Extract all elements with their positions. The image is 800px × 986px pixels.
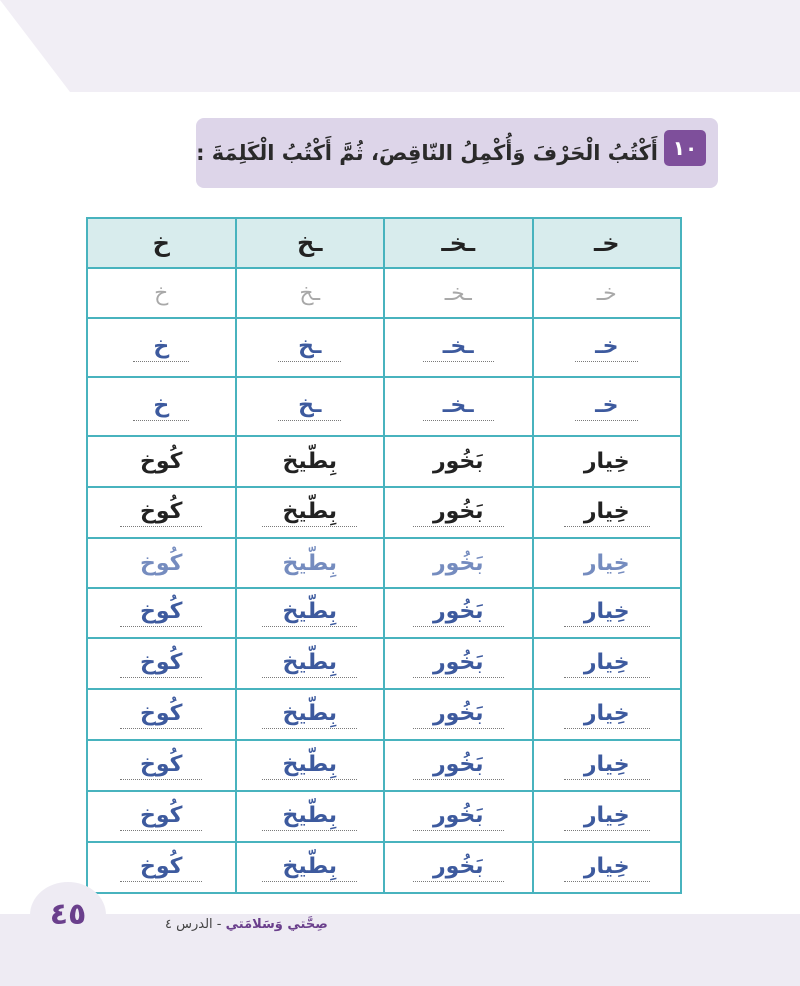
dotted-trace-word: خِيار — [564, 752, 650, 780]
dotted-trace-word: خِيار — [564, 701, 650, 729]
table-row — [87, 436, 681, 487]
table-row — [87, 318, 681, 377]
word-cell[interactable] — [384, 740, 533, 791]
trace-cell[interactable]: ـخـ — [384, 268, 533, 318]
dotted-trace-word: بَخُور — [413, 803, 504, 831]
dotted-trace-word: خِيار — [564, 650, 650, 678]
word-cell[interactable] — [236, 842, 385, 893]
dotted-trace-word: بَخُور — [413, 752, 504, 780]
table-row — [87, 638, 681, 689]
word-cell[interactable] — [236, 689, 385, 740]
dotted-trace-word: بَخُور — [413, 701, 504, 729]
lesson-label: - الدرس ٤ — [165, 917, 222, 932]
dotted-trace-word: بِطّيخ — [262, 701, 357, 729]
dotted-trace-word: كُوخ — [120, 752, 202, 780]
header-cell-medial: ـخـ — [384, 218, 533, 268]
dotted-trace-word: بِطّيخ — [262, 752, 357, 780]
word-cell[interactable] — [87, 638, 236, 689]
table-row — [87, 377, 681, 436]
trace-cell[interactable] — [384, 318, 533, 377]
dotted-trace-word: بَخُور — [413, 599, 504, 627]
dotted-trace-word: خِيار — [564, 499, 650, 527]
word-cell[interactable] — [236, 588, 385, 638]
trace-cell[interactable] — [87, 377, 236, 436]
word-cell[interactable] — [87, 487, 236, 538]
trace-cell[interactable] — [533, 318, 682, 377]
dotted-trace-letter: ـخ — [278, 334, 341, 362]
word-cell[interactable] — [533, 791, 682, 842]
instruction-banner — [196, 118, 718, 188]
dotted-trace-word: كُوخ — [120, 599, 202, 627]
word-cell[interactable] — [533, 638, 682, 689]
word-cell[interactable] — [533, 588, 682, 638]
word-cell[interactable]: بَخُور — [384, 436, 533, 487]
instruction-text: أَكْتُبُ الْحَرْفَ وَأُكْمِلُ النّاقِصَ، ثُمَّ أَكْتُبُ الْكَلِمَةَ : — [196, 141, 658, 165]
word-cell[interactable] — [384, 689, 533, 740]
dotted-trace-word: كُوخ — [120, 499, 202, 527]
table-row — [87, 842, 681, 893]
dotted-trace-word: كُوخ — [120, 803, 202, 831]
word-cell[interactable] — [87, 791, 236, 842]
footer-caption — [165, 913, 328, 937]
dotted-trace-word: بِطّيخ — [262, 499, 357, 527]
word-cell[interactable] — [87, 588, 236, 638]
dotted-trace-word: خِيار — [564, 803, 650, 831]
top-decorative-band — [0, 0, 800, 92]
table-row — [87, 588, 681, 638]
trace-cell[interactable]: خـ — [533, 268, 682, 318]
dotted-trace-word: كُوخ — [120, 650, 202, 678]
dotted-trace-word: بَخُور — [413, 854, 504, 882]
table-row — [87, 689, 681, 740]
header-cell-initial: خـ — [533, 218, 682, 268]
dotted-trace-word: كُوخ — [120, 854, 202, 882]
word-cell[interactable] — [236, 638, 385, 689]
dotted-trace-word: كُوخ — [120, 701, 202, 729]
trace-cell[interactable] — [87, 318, 236, 377]
word-cell[interactable]: خِيار — [533, 538, 682, 588]
dotted-trace-word: بَخُور — [413, 650, 504, 678]
word-cell[interactable]: بِطّيخ — [236, 436, 385, 487]
dotted-trace-letter: خ — [133, 334, 189, 362]
dotted-trace-word: بِطّيخ — [262, 854, 357, 882]
dotted-trace-letter: خـ — [575, 334, 638, 362]
book-title: صِحَّتي وَسَلامَتي — [225, 917, 328, 932]
trace-cell[interactable] — [384, 377, 533, 436]
dotted-trace-word: بِطّيخ — [262, 599, 357, 627]
dotted-trace-letter: خـ — [575, 393, 638, 421]
word-cell[interactable] — [533, 689, 682, 740]
writing-practice-table — [86, 217, 682, 894]
trace-cell[interactable] — [236, 318, 385, 377]
trace-cell[interactable] — [533, 377, 682, 436]
dotted-trace-word: خِيار — [564, 599, 650, 627]
word-cell[interactable]: كُوخ — [87, 436, 236, 487]
dotted-trace-word: بِطّيخ — [262, 650, 357, 678]
header-cell-isolated: خ — [87, 218, 236, 268]
table-row — [87, 791, 681, 842]
word-cell[interactable] — [384, 842, 533, 893]
word-cell[interactable] — [384, 791, 533, 842]
table-row — [87, 740, 681, 791]
word-cell[interactable] — [533, 487, 682, 538]
word-cell[interactable] — [384, 487, 533, 538]
page-number: ٤٥ — [30, 882, 106, 948]
table-header-row — [87, 218, 681, 268]
word-cell[interactable]: بَخُور — [384, 538, 533, 588]
word-cell[interactable]: خِيار — [533, 436, 682, 487]
word-cell[interactable]: بِطّيخ — [236, 538, 385, 588]
table-row — [87, 268, 681, 318]
dotted-trace-letter: خ — [133, 393, 189, 421]
word-cell[interactable] — [533, 842, 682, 893]
table-row — [87, 487, 681, 538]
word-cell[interactable] — [236, 791, 385, 842]
word-cell[interactable] — [87, 689, 236, 740]
dotted-trace-word: خِيار — [564, 854, 650, 882]
word-cell[interactable] — [533, 740, 682, 791]
exercise-number-badge: ١٠ — [664, 130, 706, 166]
dotted-trace-word: بِطّيخ — [262, 803, 357, 831]
bottom-decorative-band — [0, 914, 800, 986]
word-cell[interactable]: كُوخ — [87, 538, 236, 588]
trace-cell[interactable] — [236, 377, 385, 436]
dotted-trace-letter: ـخـ — [423, 393, 494, 421]
header-cell-final-joined: ـخ — [236, 218, 385, 268]
word-cell[interactable] — [236, 487, 385, 538]
word-cell[interactable] — [87, 842, 236, 893]
trace-cell[interactable]: خ — [87, 268, 236, 318]
word-cell[interactable] — [384, 588, 533, 638]
dotted-trace-letter: ـخ — [278, 393, 341, 421]
dotted-trace-word: بَخُور — [413, 499, 504, 527]
table-row — [87, 538, 681, 588]
trace-cell[interactable]: ـخ — [236, 268, 385, 318]
word-cell[interactable] — [384, 638, 533, 689]
word-cell[interactable] — [236, 740, 385, 791]
dotted-trace-letter: ـخـ — [423, 334, 494, 362]
word-cell[interactable] — [87, 740, 236, 791]
